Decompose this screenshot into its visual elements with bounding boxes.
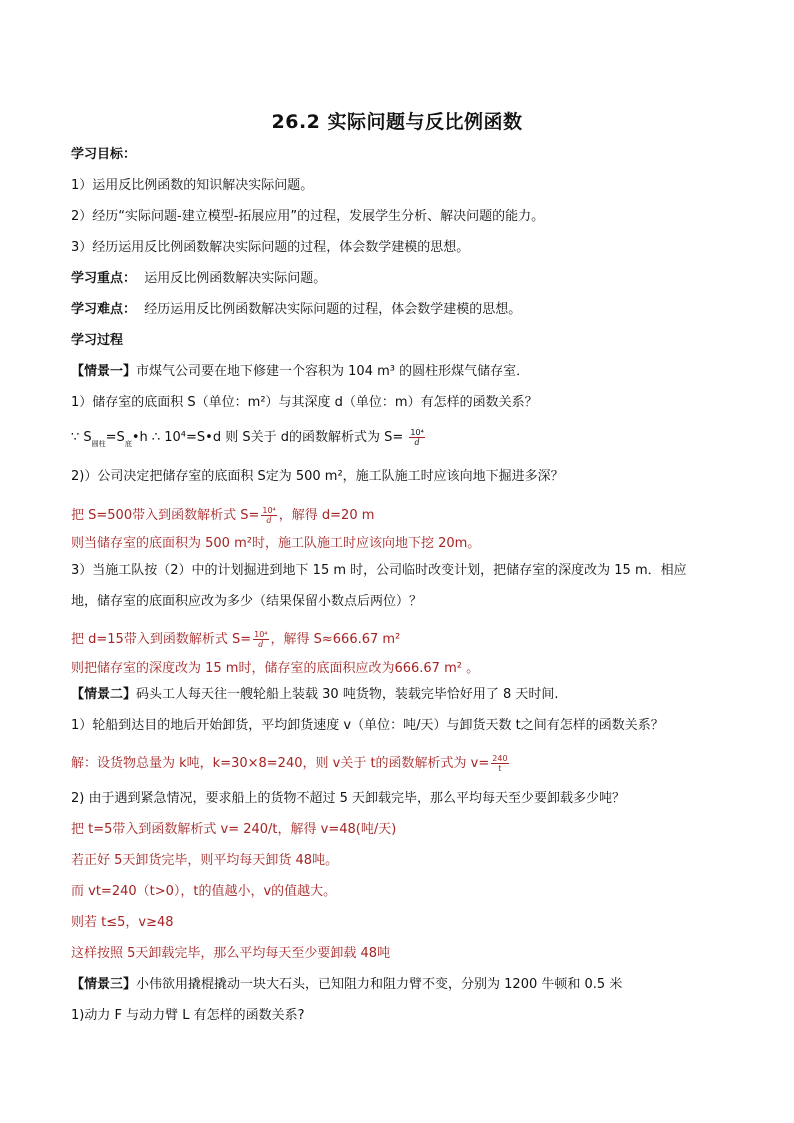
scene2-question-1: 1）轮船到达目的地后开始卸货，平均卸货速度 v（单位：吨/天）与卸货天数 t之间有怎样的函数关系？ bbox=[71, 718, 664, 733]
scene2-question-2: 2) 由于遇到紧急情况，要求船上的货物不超过 5 天卸载完毕，那么平均每天至少要卸载多少吨？ bbox=[71, 791, 626, 806]
subscript: 底 bbox=[124, 440, 132, 448]
scene2-intro: 码头工人每天往一艘轮船上装载 30 吨货物，装载完毕恰好用了 8 天时间. bbox=[136, 687, 559, 702]
scene1-question-3b: 地，储存室的底面积应改为多少（结果保留小数点后两位）？ bbox=[71, 594, 423, 609]
scene2-solution-2b: 若正好 5天卸货完毕，则平均每天卸货 48吨。 bbox=[71, 853, 339, 868]
difficulty-text: 经历运用反比例函数解决实际问题的过程，体会数学建模的思想。 bbox=[144, 302, 522, 317]
scene2-solution-1 bbox=[71, 754, 724, 773]
goals-heading: 学习目标： bbox=[71, 147, 137, 162]
scene3-intro-row bbox=[71, 976, 724, 994]
sol1-part: =S bbox=[105, 430, 125, 445]
page-title: 26.2 实际问题与反比例函数 bbox=[271, 111, 523, 133]
fraction-denominator: d bbox=[266, 516, 272, 525]
fraction-denominator: d bbox=[414, 438, 420, 447]
scene2-solution-2a: 把 t=5带入到函数解析式 v= 240/t，解得 v=48(吨/天) bbox=[71, 822, 397, 837]
goal-item: 3）经历运用反比例函数解决实际问题的过程，体会数学建模的思想。 bbox=[71, 240, 470, 255]
scene1-solution-2-conclusion: 则当储存室的底面积为 500 m²时，施工队施工时应该向地下挖 20m。 bbox=[71, 536, 481, 551]
scene1-solution-1 bbox=[71, 428, 724, 448]
scene2-tag: 【情景二】 bbox=[71, 687, 137, 702]
difficulty-label: 学习难点： bbox=[71, 302, 137, 317]
sol-part: 解：设货物总量为 k吨，k=30×8=240，则 v关于 t的函数解析式为 v= bbox=[71, 756, 490, 771]
difficulty-row bbox=[71, 301, 724, 319]
scene1-intro: 市煤气公司要在地下修建一个容积为 104 m³ 的圆柱形煤气储存室． bbox=[136, 364, 530, 379]
scene1-solution-3 bbox=[71, 630, 724, 649]
sol1-part: •h ∴ 10⁴=S•d 则 S关于 d的函数解析式为 S= bbox=[131, 430, 404, 445]
fraction-numerator: 10⁴ bbox=[410, 428, 424, 437]
scene1-question-3a: 3）当施工队按（2）中的计划掘进到地下 15 m 时，公司临时改变计划，把储存室的深度改为 15 m．相应 bbox=[71, 563, 687, 578]
fraction bbox=[253, 630, 268, 649]
scene2-solution-2c: 而 vt=240（t>0），t的值越小，v的值越大。 bbox=[71, 884, 337, 899]
scene2-solution-2e: 这样按照 5天卸载完毕，那么平均每天至少要卸载 48吨 bbox=[71, 946, 391, 961]
fraction-numerator: 10⁴ bbox=[254, 630, 268, 639]
sol2-part: ，解得 d=20 m bbox=[278, 508, 375, 523]
scene1-solution-3-conclusion: 则把储存室的深度改为 15 m时，储存室的底面积应改为666.67 m² 。 bbox=[71, 661, 480, 676]
sol2-part: 把 S=500带入到函数解析式 S= bbox=[71, 508, 260, 523]
scene1-tag: 【情景一】 bbox=[71, 364, 137, 379]
subscript: 圆柱 bbox=[91, 440, 106, 448]
fraction-denominator: t bbox=[498, 764, 502, 773]
fraction-numerator: 240 bbox=[492, 754, 508, 763]
goal-item: 1）运用反比例函数的知识解决实际问题。 bbox=[71, 178, 314, 193]
fraction-denominator: d bbox=[258, 640, 264, 649]
scene1-question-1: 1）储存室的底面积 S（单位：m²）与其深度 d（单位：m）有怎样的函数关系？ bbox=[71, 395, 538, 410]
scene3-question-1: 1)动力 F 与动力臂 L 有怎样的函数关系? bbox=[71, 1008, 305, 1023]
goal-item: 2）经历“实际问题-建立模型-拓展应用”的过程，发展学生分析、解决问题的能力。 bbox=[71, 209, 545, 224]
scene2-solution-2d: 则若 t≤5，v≥48 bbox=[71, 915, 174, 930]
focus-label: 学习重点： bbox=[71, 271, 137, 286]
scene3-tag: 【情景三】 bbox=[71, 977, 137, 992]
scene3-intro: 小伟欲用撬棍撬动一块大石头，已知阻力和阻力臂不变，分别为 1200 牛顿和 0.5 米 bbox=[136, 977, 623, 992]
scene1-question-2: 2)）公司决定把储存室的底面积 S定为 500 m²，施工队施工时应该向地下掘进多深？ bbox=[71, 469, 564, 484]
process-heading: 学习过程 bbox=[71, 333, 124, 348]
scene1-intro-row bbox=[71, 363, 724, 381]
sol3-part: ，解得 S≈666.67 m² bbox=[270, 632, 401, 647]
fraction bbox=[261, 506, 276, 525]
fraction bbox=[409, 428, 424, 447]
fraction-numerator: 10⁴ bbox=[262, 506, 276, 515]
scene1-solution-2 bbox=[71, 506, 724, 525]
focus-row bbox=[71, 270, 724, 288]
fraction bbox=[491, 754, 508, 773]
focus-text: 运用反比例函数解决实际问题。 bbox=[144, 271, 327, 286]
scene2-intro-row bbox=[71, 686, 724, 704]
sol1-part: ∵ S bbox=[71, 430, 92, 445]
sol3-part: 把 d=15带入到函数解析式 S= bbox=[71, 632, 252, 647]
